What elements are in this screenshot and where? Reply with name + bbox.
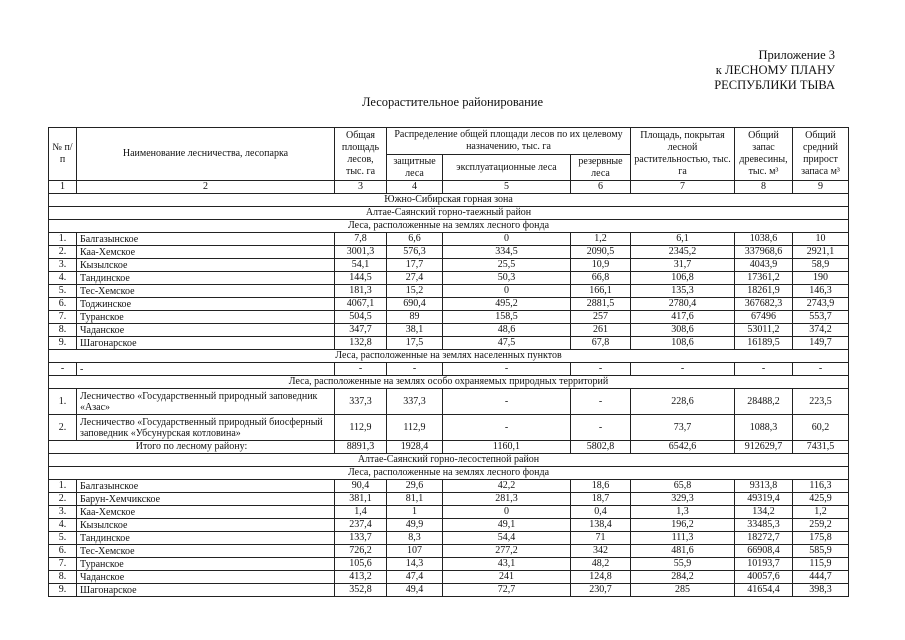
exploitation: 158,5 xyxy=(443,311,571,324)
column-number: 9 xyxy=(793,181,849,194)
row-name: Туранское xyxy=(77,311,335,324)
table-row xyxy=(49,363,849,376)
row-num: 5. xyxy=(49,285,77,298)
exploitation: - xyxy=(443,389,571,415)
exploitation: 281,3 xyxy=(443,493,571,506)
reserve: 1,2 xyxy=(571,233,631,246)
table-row xyxy=(49,311,849,324)
exploitation: 72,7 xyxy=(443,584,571,597)
protective: 1928,4 xyxy=(387,441,443,454)
covered-area: 2345,2 xyxy=(631,246,735,259)
row-name: Каа-Хемское xyxy=(77,506,335,519)
covered-area: 31,7 xyxy=(631,259,735,272)
row-num: 9. xyxy=(49,337,77,350)
reserve: 2090,5 xyxy=(571,246,631,259)
total-area: 54,1 xyxy=(335,259,387,272)
table-row xyxy=(49,272,849,285)
row-num: 8. xyxy=(49,571,77,584)
wood-stock: 33485,3 xyxy=(735,519,793,532)
row-name: Шагонарское xyxy=(77,584,335,597)
wood-stock: 49319,4 xyxy=(735,493,793,506)
appendix-line-3: РЕСПУБЛИКИ ТЫВА xyxy=(714,78,835,92)
avg-growth: 2743,9 xyxy=(793,298,849,311)
protective: 107 xyxy=(387,545,443,558)
protective: 8,3 xyxy=(387,532,443,545)
table-row xyxy=(49,246,849,259)
wood-stock: 337968,6 xyxy=(735,246,793,259)
table-row xyxy=(49,545,849,558)
total-area: 181,3 xyxy=(335,285,387,298)
subsection-heading-label: Леса, расположенные на землях населенных пунктов xyxy=(49,350,849,363)
wood-stock: 18261,9 xyxy=(735,285,793,298)
row-name: Шагонарское xyxy=(77,337,335,350)
covered-area: 108,6 xyxy=(631,337,735,350)
protective: 1 xyxy=(387,506,443,519)
wood-stock: 912629,7 xyxy=(735,441,793,454)
wood-stock: 367682,3 xyxy=(735,298,793,311)
protective: 27,4 xyxy=(387,272,443,285)
row-num: 9. xyxy=(49,584,77,597)
exploitation: 241 xyxy=(443,571,571,584)
row-num: 5. xyxy=(49,532,77,545)
covered-area: 196,2 xyxy=(631,519,735,532)
wood-stock: - xyxy=(735,363,793,376)
forest-zoning-table xyxy=(48,127,849,597)
reserve: 18,6 xyxy=(571,480,631,493)
total-area: 381,1 xyxy=(335,493,387,506)
zone-heading-label: Южно-Сибирская горная зона xyxy=(49,194,849,207)
row-name: Тес-Хемское xyxy=(77,545,335,558)
reserve: 138,4 xyxy=(571,519,631,532)
covered-area: - xyxy=(631,363,735,376)
total-area: 237,4 xyxy=(335,519,387,532)
table-row xyxy=(49,259,849,272)
district-heading-label: Алтае-Саянский горно-лесостепной район xyxy=(49,454,849,467)
reserve: 67,8 xyxy=(571,337,631,350)
protective: 49,9 xyxy=(387,519,443,532)
covered-area: 135,3 xyxy=(631,285,735,298)
column-number: 5 xyxy=(443,181,571,194)
exploitation: 48,6 xyxy=(443,324,571,337)
col-header-distribution: Распределение общей площади лесов по их целевому назначению, тыс. га xyxy=(387,128,631,155)
wood-stock: 4043,9 xyxy=(735,259,793,272)
row-name: Тандинское xyxy=(77,532,335,545)
row-num: 2. xyxy=(49,493,77,506)
col-header-reserve: резервные леса xyxy=(571,155,631,181)
row-name: Чаданское xyxy=(77,324,335,337)
avg-growth: 175,8 xyxy=(793,532,849,545)
zone-heading xyxy=(49,194,849,207)
appendix-header xyxy=(714,48,835,93)
row-name: Тоджинское xyxy=(77,298,335,311)
column-number: 2 xyxy=(77,181,335,194)
reserve: 261 xyxy=(571,324,631,337)
wood-stock: 9313,8 xyxy=(735,480,793,493)
protective: 89 xyxy=(387,311,443,324)
covered-area: 329,3 xyxy=(631,493,735,506)
reserve: 66,8 xyxy=(571,272,631,285)
total-area: 413,2 xyxy=(335,571,387,584)
avg-growth: 149,7 xyxy=(793,337,849,350)
col-header-num: № п/п xyxy=(49,128,77,181)
wood-stock: 40057,6 xyxy=(735,571,793,584)
covered-area: 284,2 xyxy=(631,571,735,584)
row-name: Балгазынское xyxy=(77,480,335,493)
total-area: 3001,3 xyxy=(335,246,387,259)
total-area: 726,2 xyxy=(335,545,387,558)
table-row xyxy=(49,558,849,571)
column-number-row xyxy=(49,181,849,194)
total-label: Итого по лесному району: xyxy=(49,441,335,454)
row-num: 1. xyxy=(49,233,77,246)
exploitation: 277,2 xyxy=(443,545,571,558)
reserve: - xyxy=(571,389,631,415)
row-name: - xyxy=(77,363,335,376)
subsection-heading xyxy=(49,376,849,389)
row-num: 1. xyxy=(49,480,77,493)
wood-stock: 66908,4 xyxy=(735,545,793,558)
header-row-1 xyxy=(49,128,849,155)
wood-stock: 16189,5 xyxy=(735,337,793,350)
total-area: 8891,3 xyxy=(335,441,387,454)
protective: 81,1 xyxy=(387,493,443,506)
total-area: 347,7 xyxy=(335,324,387,337)
covered-area: 308,6 xyxy=(631,324,735,337)
col-header-name: Наименование лесничества, лесопарка xyxy=(77,128,335,181)
protective: 337,3 xyxy=(387,389,443,415)
protective: 14,3 xyxy=(387,558,443,571)
exploitation: 43,1 xyxy=(443,558,571,571)
reserve: 342 xyxy=(571,545,631,558)
protective: 47,4 xyxy=(387,571,443,584)
row-name: Туранское xyxy=(77,558,335,571)
reserve: - xyxy=(571,415,631,441)
row-num: 3. xyxy=(49,506,77,519)
exploitation: 42,2 xyxy=(443,480,571,493)
district-heading xyxy=(49,454,849,467)
exploitation: 47,5 xyxy=(443,337,571,350)
wood-stock: 17361,2 xyxy=(735,272,793,285)
reserve: 257 xyxy=(571,311,631,324)
col-header-growth: Общий средний прирост запаса м³ xyxy=(793,128,849,181)
row-name: Барун-Хемчикское xyxy=(77,493,335,506)
avg-growth: 10 xyxy=(793,233,849,246)
reserve: - xyxy=(571,363,631,376)
covered-area: 285 xyxy=(631,584,735,597)
exploitation: 0 xyxy=(443,233,571,246)
avg-growth: 585,9 xyxy=(793,545,849,558)
covered-area: 1,3 xyxy=(631,506,735,519)
covered-area: 73,7 xyxy=(631,415,735,441)
table-row xyxy=(49,389,849,415)
avg-growth: 1,2 xyxy=(793,506,849,519)
row-num: 1. xyxy=(49,389,77,415)
total-area: 133,7 xyxy=(335,532,387,545)
total-area: 144,5 xyxy=(335,272,387,285)
covered-area: 106,8 xyxy=(631,272,735,285)
row-name: Тандинское xyxy=(77,272,335,285)
column-number: 1 xyxy=(49,181,77,194)
table-row xyxy=(49,415,849,441)
wood-stock: 1038,6 xyxy=(735,233,793,246)
covered-area: 2780,4 xyxy=(631,298,735,311)
row-num: 2. xyxy=(49,415,77,441)
exploitation: 1160,1 xyxy=(443,441,571,454)
total-row xyxy=(49,441,849,454)
row-num: 7. xyxy=(49,558,77,571)
exploitation: 49,1 xyxy=(443,519,571,532)
covered-area: 481,6 xyxy=(631,545,735,558)
table-row xyxy=(49,506,849,519)
row-name: Лесничество «Государственный природный заповедник «Азас» xyxy=(77,389,335,415)
avg-growth: 116,3 xyxy=(793,480,849,493)
avg-growth: 259,2 xyxy=(793,519,849,532)
avg-growth: 223,5 xyxy=(793,389,849,415)
wood-stock: 134,2 xyxy=(735,506,793,519)
row-name: Лесничество «Государственный природный биосферный заповедник «Убсунурская котловина» xyxy=(77,415,335,441)
district-heading xyxy=(49,207,849,220)
reserve: 5802,8 xyxy=(571,441,631,454)
column-number: 4 xyxy=(387,181,443,194)
row-name: Каа-Хемское xyxy=(77,246,335,259)
reserve: 2881,5 xyxy=(571,298,631,311)
row-num: 4. xyxy=(49,272,77,285)
row-name: Тес-Хемское xyxy=(77,285,335,298)
row-num: 4. xyxy=(49,519,77,532)
avg-growth: - xyxy=(793,363,849,376)
exploitation: 495,2 xyxy=(443,298,571,311)
reserve: 230,7 xyxy=(571,584,631,597)
total-area: 4067,1 xyxy=(335,298,387,311)
exploitation: 25,5 xyxy=(443,259,571,272)
table-row xyxy=(49,337,849,350)
row-name: Кызылское xyxy=(77,519,335,532)
wood-stock: 18272,7 xyxy=(735,532,793,545)
avg-growth: 115,9 xyxy=(793,558,849,571)
appendix-line-1: Приложение 3 xyxy=(758,48,835,62)
total-area: 504,5 xyxy=(335,311,387,324)
protective: - xyxy=(387,363,443,376)
col-header-exploitation: эксплуатационные леса xyxy=(443,155,571,181)
table-row xyxy=(49,493,849,506)
column-number: 6 xyxy=(571,181,631,194)
protective: 112,9 xyxy=(387,415,443,441)
col-header-total: Общая площадь лесов, тыс. га xyxy=(335,128,387,181)
covered-area: 417,6 xyxy=(631,311,735,324)
row-num: 8. xyxy=(49,324,77,337)
row-num: 6. xyxy=(49,545,77,558)
wood-stock: 28488,2 xyxy=(735,389,793,415)
avg-growth: 374,2 xyxy=(793,324,849,337)
row-name: Балгазынское xyxy=(77,233,335,246)
exploitation: 0 xyxy=(443,506,571,519)
exploitation: - xyxy=(443,363,571,376)
exploitation: 334,5 xyxy=(443,246,571,259)
protective: 17,7 xyxy=(387,259,443,272)
covered-area: 111,3 xyxy=(631,532,735,545)
total-area: 1,4 xyxy=(335,506,387,519)
total-area: 7,8 xyxy=(335,233,387,246)
protective: 576,3 xyxy=(387,246,443,259)
avg-growth: 398,3 xyxy=(793,584,849,597)
subsection-heading xyxy=(49,220,849,233)
avg-growth: 444,7 xyxy=(793,571,849,584)
total-area: 337,3 xyxy=(335,389,387,415)
table-row xyxy=(49,480,849,493)
covered-area: 6,1 xyxy=(631,233,735,246)
protective: 38,1 xyxy=(387,324,443,337)
covered-area: 65,8 xyxy=(631,480,735,493)
row-name: Чаданское xyxy=(77,571,335,584)
avg-growth: 60,2 xyxy=(793,415,849,441)
protective: 29,6 xyxy=(387,480,443,493)
table-row xyxy=(49,584,849,597)
subsection-heading xyxy=(49,467,849,480)
row-name: Кызылское xyxy=(77,259,335,272)
avg-growth: 58,9 xyxy=(793,259,849,272)
total-area: 90,4 xyxy=(335,480,387,493)
protective: 15,2 xyxy=(387,285,443,298)
appendix-line-2: к ЛЕСНОМУ ПЛАНУ xyxy=(715,63,835,77)
total-area: 132,8 xyxy=(335,337,387,350)
reserve: 0,4 xyxy=(571,506,631,519)
reserve: 166,1 xyxy=(571,285,631,298)
protective: 17,5 xyxy=(387,337,443,350)
row-num: 7. xyxy=(49,311,77,324)
exploitation: 0 xyxy=(443,285,571,298)
exploitation: - xyxy=(443,415,571,441)
total-area: 352,8 xyxy=(335,584,387,597)
wood-stock: 67496 xyxy=(735,311,793,324)
reserve: 18,7 xyxy=(571,493,631,506)
col-header-stock: Общий запас древесины, тыс. м³ xyxy=(735,128,793,181)
district-heading-label: Алтае-Саянский горно-таежный район xyxy=(49,207,849,220)
reserve: 124,8 xyxy=(571,571,631,584)
subsection-heading-label: Леса, расположенные на землях лесного фонда xyxy=(49,220,849,233)
column-number: 3 xyxy=(335,181,387,194)
protective: 690,4 xyxy=(387,298,443,311)
exploitation: 50,3 xyxy=(443,272,571,285)
col-header-covered: Площадь, покрытая лесной растительностью, тыс. га xyxy=(631,128,735,181)
col-header-protective: защитные леса xyxy=(387,155,443,181)
covered-area: 228,6 xyxy=(631,389,735,415)
reserve: 71 xyxy=(571,532,631,545)
row-num: 6. xyxy=(49,298,77,311)
avg-growth: 190 xyxy=(793,272,849,285)
exploitation: 54,4 xyxy=(443,532,571,545)
reserve: 48,2 xyxy=(571,558,631,571)
document-title: Лесорастительное районирование xyxy=(361,95,544,109)
avg-growth: 425,9 xyxy=(793,493,849,506)
avg-growth: 2921,1 xyxy=(793,246,849,259)
table-row xyxy=(49,571,849,584)
subsection-heading xyxy=(49,350,849,363)
row-num: 2. xyxy=(49,246,77,259)
wood-stock: 10193,7 xyxy=(735,558,793,571)
subsection-heading-label: Леса, расположенные на землях лесного фонда xyxy=(49,467,849,480)
wood-stock: 41654,4 xyxy=(735,584,793,597)
table-row xyxy=(49,298,849,311)
avg-growth: 553,7 xyxy=(793,311,849,324)
row-num: 3. xyxy=(49,259,77,272)
protective: 6,6 xyxy=(387,233,443,246)
table-row xyxy=(49,519,849,532)
total-area: 112,9 xyxy=(335,415,387,441)
total-area: - xyxy=(335,363,387,376)
reserve: 10,9 xyxy=(571,259,631,272)
subsection-heading-label: Леса, расположенные на землях особо охраняемых природных территорий xyxy=(49,376,849,389)
table-row xyxy=(49,233,849,246)
covered-area: 6542,6 xyxy=(631,441,735,454)
wood-stock: 53011,2 xyxy=(735,324,793,337)
covered-area: 55,9 xyxy=(631,558,735,571)
total-area: 105,6 xyxy=(335,558,387,571)
protective: 49,4 xyxy=(387,584,443,597)
column-number: 7 xyxy=(631,181,735,194)
table-row xyxy=(49,532,849,545)
table-row xyxy=(49,285,849,298)
row-num: - xyxy=(49,363,77,376)
avg-growth: 7431,5 xyxy=(793,441,849,454)
wood-stock: 1088,3 xyxy=(735,415,793,441)
avg-growth: 146,3 xyxy=(793,285,849,298)
table-row xyxy=(49,324,849,337)
column-number: 8 xyxy=(735,181,793,194)
